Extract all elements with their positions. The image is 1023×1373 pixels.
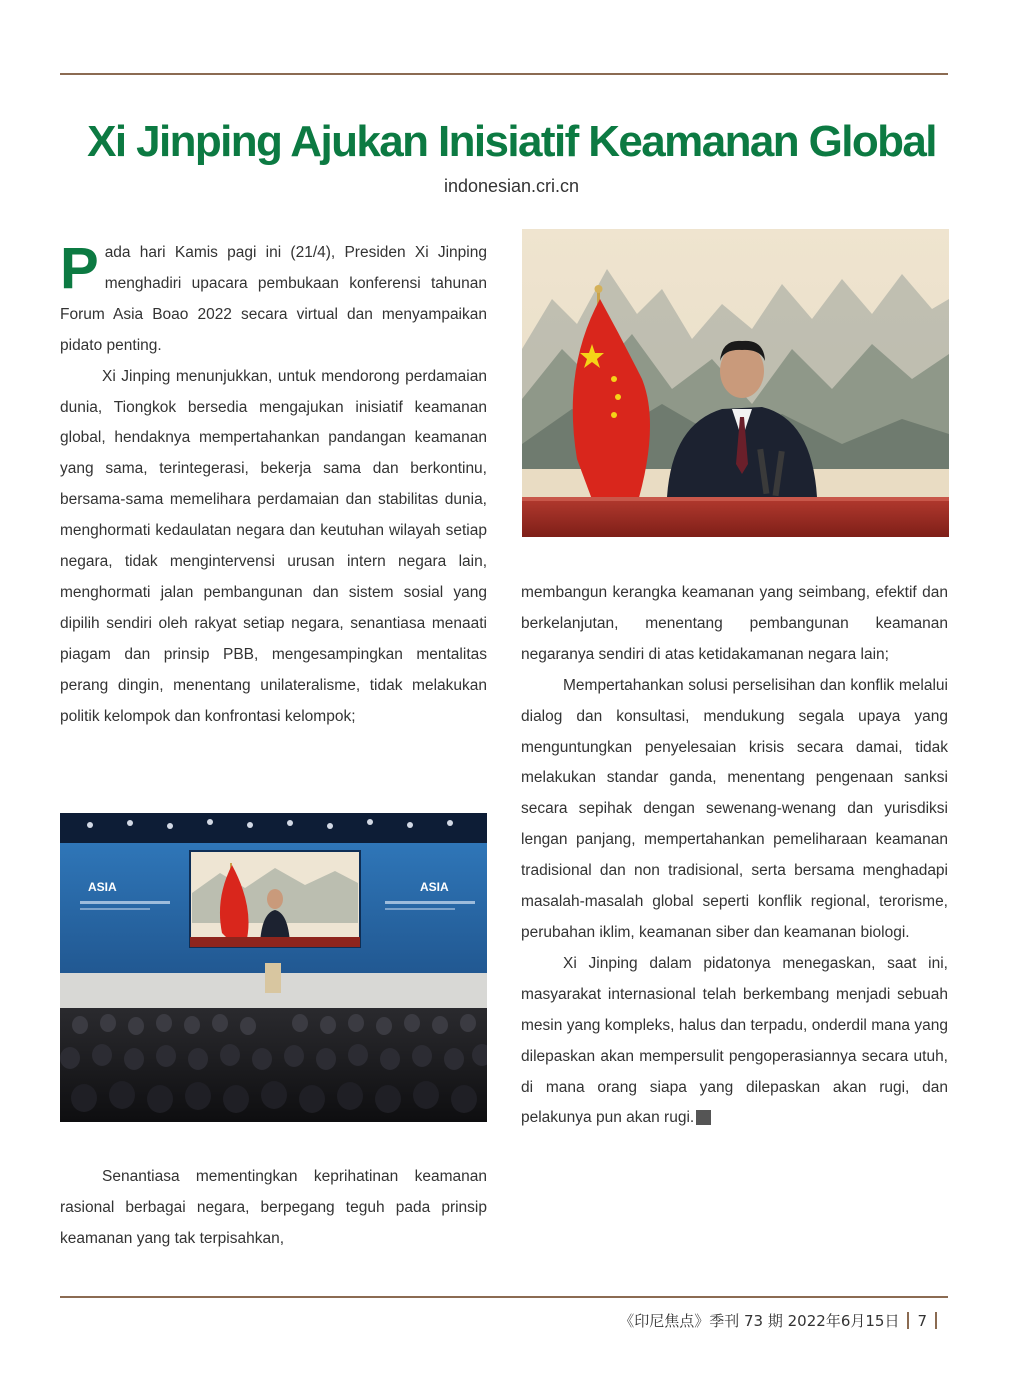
photo-xi-speech bbox=[522, 229, 949, 537]
end-mark-icon: 印 bbox=[696, 1110, 711, 1125]
page-number: 7 bbox=[917, 1312, 927, 1330]
bottom-rule bbox=[60, 1296, 948, 1298]
paragraph-1 bbox=[60, 238, 487, 362]
footer-divider-right bbox=[935, 1312, 937, 1329]
asia-logo-right: ASIA bbox=[420, 880, 449, 894]
asia-logo-left: ASIA bbox=[88, 880, 117, 894]
photo-conference-hall bbox=[60, 813, 487, 1122]
photo-conference-hall-image bbox=[60, 813, 487, 1122]
page-footer bbox=[420, 1310, 945, 1331]
article-title: Xi Jinping Ajukan Inisiatif Keamanan Global bbox=[87, 117, 936, 166]
publication-info: 《印尼焦点》季刊 73 期 2022年6月15日 bbox=[619, 1312, 900, 1330]
photo-xi-speech-image bbox=[522, 229, 949, 537]
article-source: indonesian.cri.cn bbox=[443, 176, 580, 196]
footer-divider bbox=[907, 1312, 909, 1329]
left-column-bottom bbox=[60, 1162, 487, 1255]
right-column bbox=[521, 578, 948, 1134]
paragraph-2: Xi Jinping menunjukkan, untuk mendorong perdamaian dunia, Tiongkok bersedia mengajukan inisiatif keamanan global, hendaknya mempertahankan pandangan keamanan yang sama, terintegerasi, bekerja sama dan berkontinu, bersama-sama memelihara perdamaian dan stabilitas dunia, menghormati kedaulatan negara dan keutuhan wilayah setiap negara, tidak mengintervensi urusan intern negara lain, menghormati jalan pembangunan dan sistem sosial yang dipilih sendiri oleh rakyat setiap negara, senantiasa menaati piagam dan prinsip PBB, mengesampingkan mentalitas perang dingin, menentang unilateralisme, tidak melakukan politik kelompok dan konfrontasi kelompok; bbox=[60, 367, 487, 725]
left-column-top bbox=[60, 238, 487, 733]
paragraph-4: Mempertahankan solusi perselisihan dan konflik melalui dialog dan konsultasi, mendukung segala upaya yang menguntungkan penyelesaian krisis secara damai, tidak melakukan standar ganda, menentang pengenaan sanksi secara sepihak dengan sewenang-wenang dan yurisdiksi lengan panjang, mempertahankan pemeliharaan keamanan tradisional dan non tradisional, serta bersama menghadapi masalah-masalah global seperti konflik regional, terorisme, perubahan iklim, keamanan siber dan keamanan biologi. bbox=[521, 676, 948, 941]
paragraph-3-continued: membangun kerangka keamanan yang seimbang, efektif dan berkelanjutan, menentang pembangunan keamanan negaranya sendiri di atas ketidakamanan negara lain; bbox=[521, 584, 948, 663]
paragraph-5 bbox=[521, 949, 948, 1134]
paragraph-1-text: ada hari Kamis pagi ini (21/4), Presiden Xi Jinping menghadiri upacara pembukaan konferensi tahunan Forum Asia Boao 2022 secara virtual dan menyampaikan pidato penting. bbox=[60, 244, 487, 354]
drop-cap: P bbox=[60, 236, 99, 301]
paragraph-5-text: Xi Jinping dalam pidatonya menegaskan, saat ini, masyarakat internasional telah berkembang menjadi sebuah mesin yang kompleks, halus dan terpadu, onderdil mana yang dilepaskan akan mempersulit pengoperasiannya secara utuh, di mana orang siapa yang dilepaskan akan rugi, dan pelakunya pun akan rugi. bbox=[521, 954, 948, 1127]
top-rule bbox=[60, 73, 948, 75]
paragraph-3: Senantiasa mementingkan keprihatinan keamanan rasional berbagai negara, berpegang teguh pada prinsip keamanan yang tak terpisahkan, bbox=[60, 1168, 487, 1247]
